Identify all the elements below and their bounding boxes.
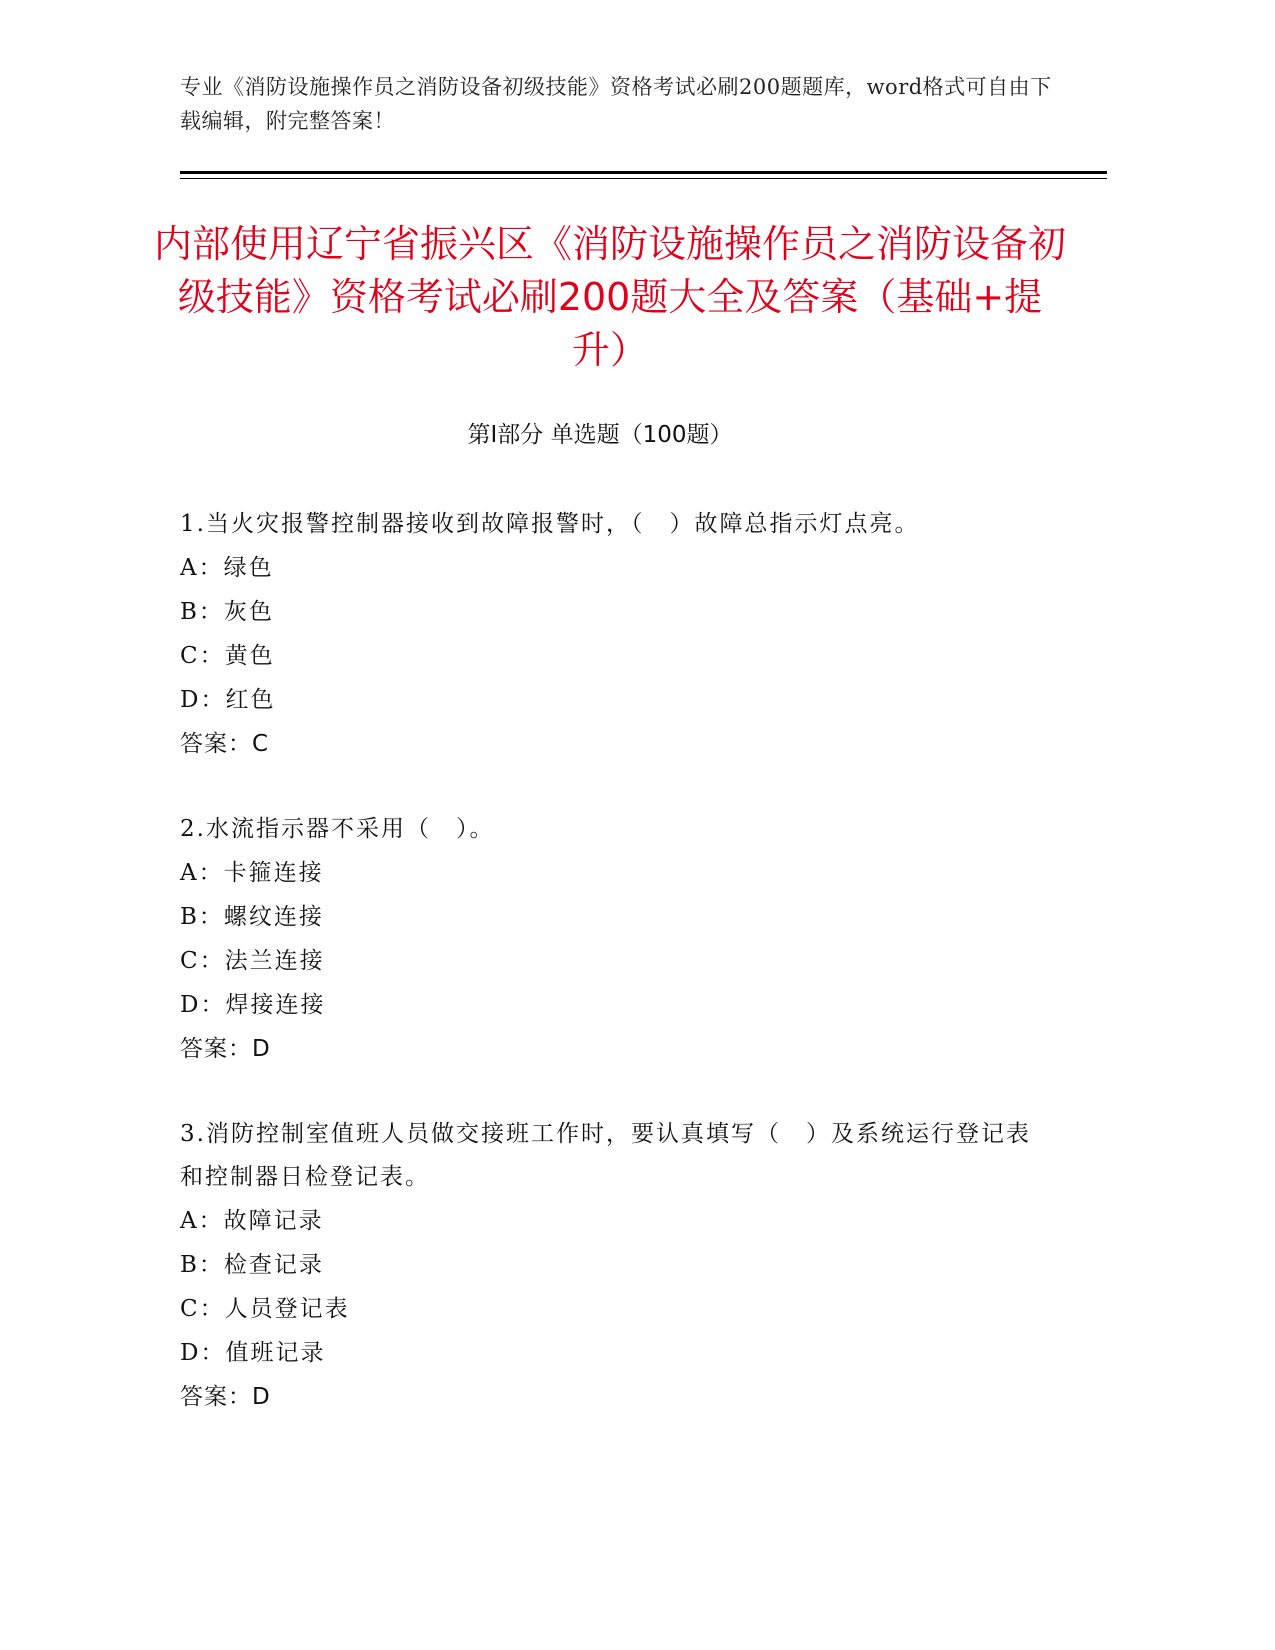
answer: 答案：D	[180, 1036, 271, 1062]
question-stem: 3.消防控制室值班人员做交接班工作时，要认真填写（ ）及系统运行登记表和控制器日检登记表。	[180, 1121, 1031, 1190]
option-c: C：法兰连接	[180, 948, 325, 974]
option-a: A：绿色	[180, 555, 274, 581]
option-b: B：检查记录	[180, 1252, 324, 1278]
option-b: B：螺纹连接	[180, 904, 324, 930]
option-a: A：卡箍连接	[180, 860, 324, 886]
option-d: D：值班记录	[180, 1340, 326, 1366]
answer: 答案：C	[180, 731, 270, 757]
question-3	[180, 1113, 1040, 1419]
section-heading: 第Ⅰ部分 单选题（100题）	[467, 422, 733, 448]
option-b: B：灰色	[180, 599, 274, 625]
option-c: C：人员登记表	[180, 1296, 350, 1322]
question-2	[180, 808, 1040, 1071]
header-note: 专业《消防设施操作员之消防设备初级技能》资格考试必刷200题题库，word格式可自由下载编辑，附完整答案！	[180, 75, 1052, 133]
question-stem: 2.水流指示器不采用（ ）。	[180, 816, 495, 842]
header-rule-thin	[180, 178, 1107, 179]
option-c: C：黄色	[180, 643, 275, 669]
option-d: D：红色	[180, 687, 276, 713]
answer: 答案：D	[180, 1384, 271, 1410]
question-stem: 1.当火灾报警控制器接收到故障报警时，（ ）故障总指示灯点亮。	[180, 511, 920, 537]
header-rule-thick	[180, 171, 1107, 174]
option-a: A：故障记录	[180, 1208, 324, 1234]
question-1	[180, 503, 1040, 766]
document-title: 内部使用辽宁省振兴区《消防设施操作员之消防设备初级技能》资格考试必刷200题大全及答案（基础+提升）	[153, 222, 1066, 372]
option-d: D：焊接连接	[180, 992, 326, 1018]
